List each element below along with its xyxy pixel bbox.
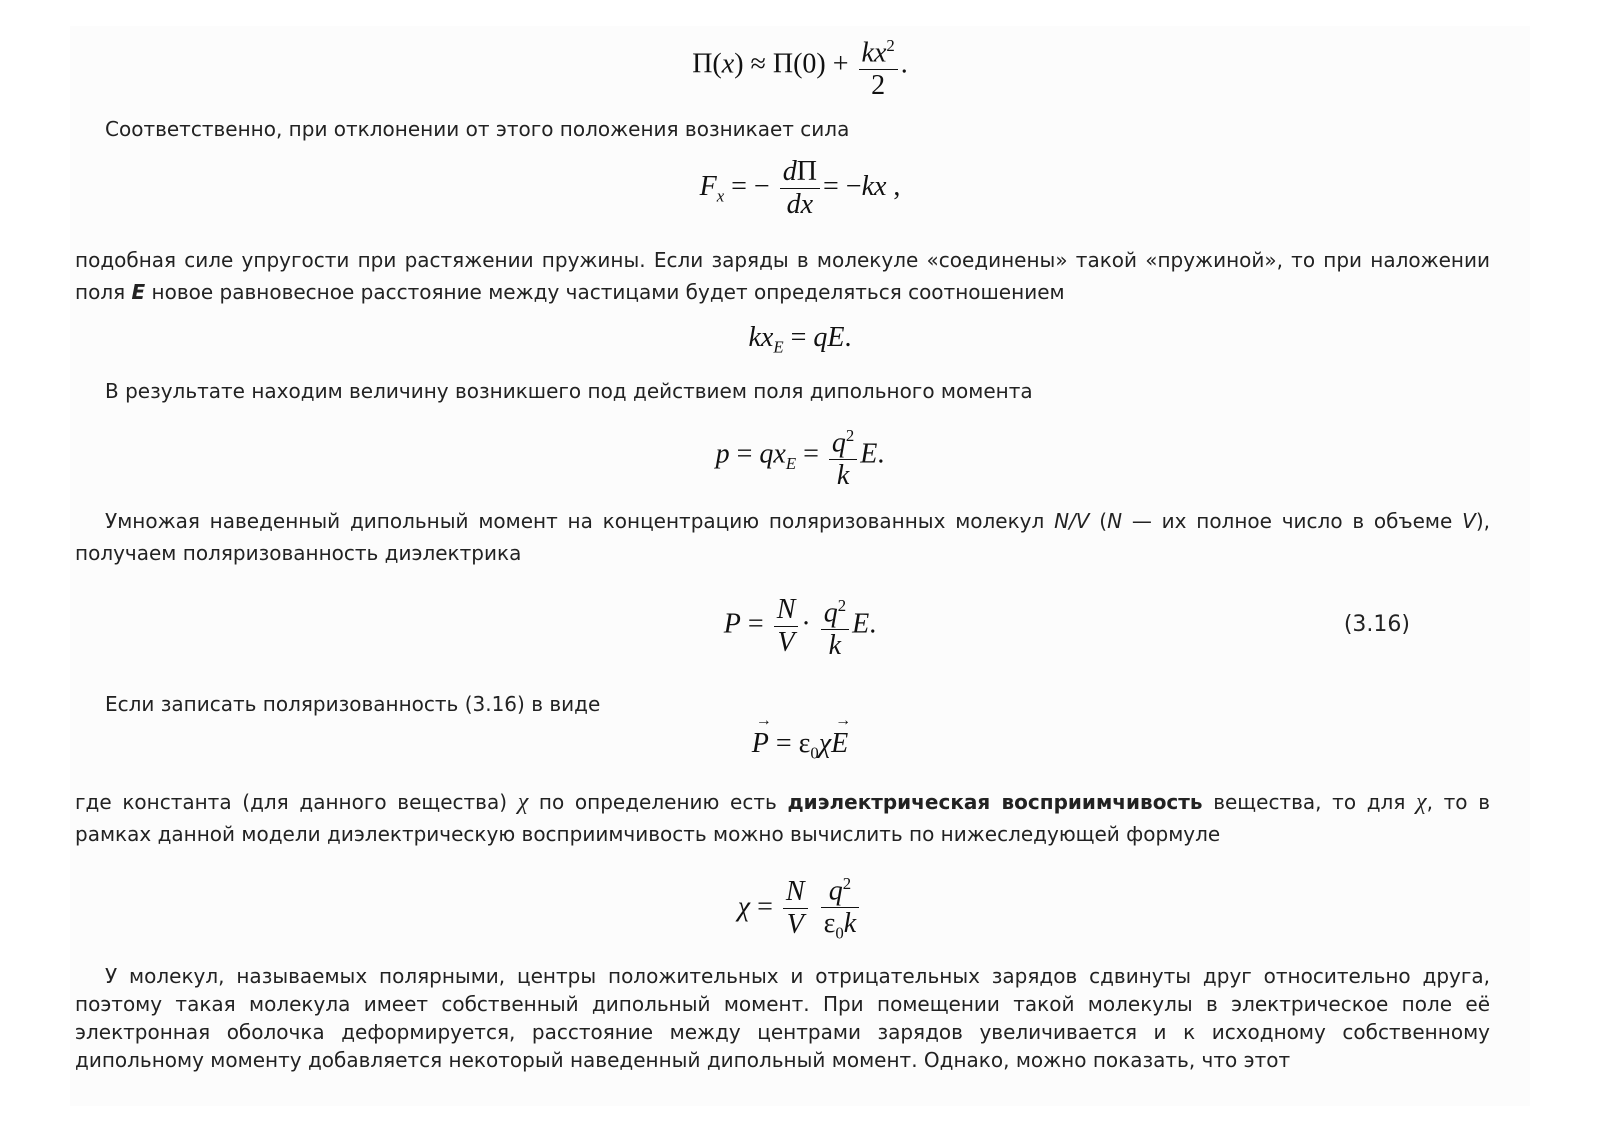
fraction-dpi-dx: $\frac{d\Pi}{dx}$	[780, 156, 820, 221]
equation-number: (3.16)	[1343, 612, 1410, 637]
paragraph-spring-analogy: подобная силе упругости при растяжении пружины. Если заряды в молекуле «соединены» такой «пружиной», то при наложении поля E новое равновесное расстояние между частицами будет определяться соотношением	[75, 248, 1490, 304]
fraction-kx2-over-2: $\frac{kx^2}{2}$	[859, 30, 898, 102]
fraction-q2-over-k-2: $\frac{q^2}{k}$	[821, 590, 849, 662]
fraction-n-over-v: $\frac{N}{V}$	[774, 594, 799, 659]
equation-force: $F_x$ = − $\frac{d\Pi}{dx}$ = −kx ,	[699, 156, 901, 220]
fraction-q2-over-k: $\frac{q^2}{k}$	[829, 420, 857, 492]
paragraph-write-form: Если записать поляризованность (3.16) в виде	[105, 692, 601, 716]
paragraph-dipole-moment: В результате находим величину возникшего под действием поля дипольного момента	[105, 379, 1033, 403]
fraction-n-over-v-2: $\frac{N}{V}$	[783, 876, 808, 941]
paragraph-force-intro: Соответственно, при отклонении от этого положения возникает сила	[105, 117, 850, 141]
paragraph-susceptibility: где константа (для данного вещества) χ по определению есть диэлектрическая восприимчивость вещества, то для χ, то в рамках данной модели диэлектрическую восприимчивость можно вычислить по нижеследующей формуле	[75, 789, 1490, 846]
equation-dipole-moment: $p = qx_E$ = $\frac{q^2}{k}$ E.	[70, 420, 1530, 492]
equation-susceptibility-definition: → $P = \varepsilon_0\chi\to E$	[70, 728, 1530, 764]
fraction-q2-over-eps0k: $\frac{q^2}{\varepsilon_0k}$	[821, 868, 860, 950]
equation-susceptibility-formula: χ = $\frac{N}{V}$ $\frac{q^2}{\varepsilon_0k}$	[70, 868, 1530, 950]
equation-equilibrium: $kx_E$ = qE.	[748, 322, 852, 357]
equation-potential-expansion: Π(x) ≈ Π(0) + $\frac{kx^2}{2}$ .	[70, 30, 1530, 102]
paragraph-polar-molecules: У молекул, называемых полярными, центры положительных и отрицательных зарядов сдвинуты друг относительно друга, поэтому такая молекула имеет собственный дипольный момент. При помещении такой молекулы в электрическое поле её электронная оболочка деформируется, расстояние между центрами зарядов увеличивается и к исходному собственному дипольному моменту добавляется некоторый наведенный дипольный момент. Однако, можно показать, что этот	[75, 964, 1490, 1072]
equation-polarization-3-16: P = $\frac{N}{V}$ · $\frac{q^2}{k}$ E. (3.16)	[70, 590, 1530, 662]
paragraph-polarization: Умножая наведенный дипольный момент на концентрацию поляризованных молекул N/V (N — их полное число в объеме V), получаем поляризованность диэлектрика	[75, 509, 1490, 565]
